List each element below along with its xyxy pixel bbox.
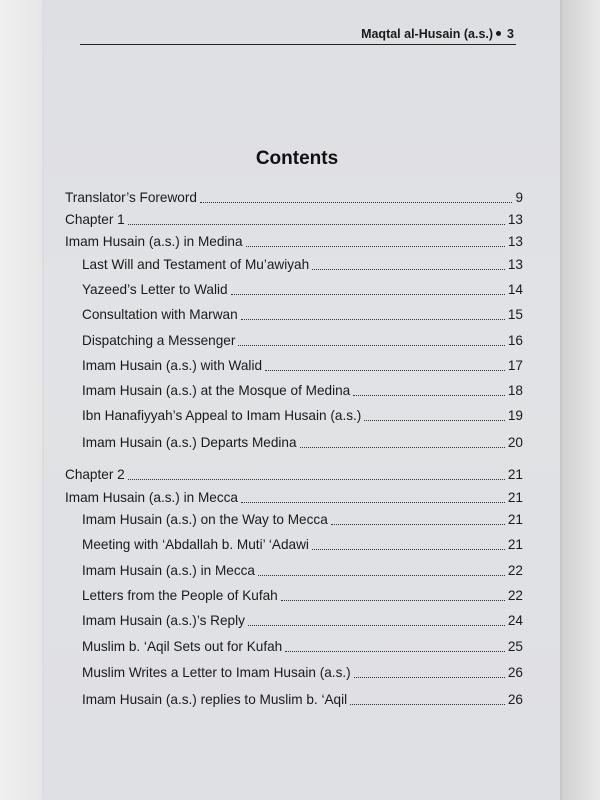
toc-entry-page: 21 — [507, 467, 523, 482]
toc-entry-label: Imam Husain (a.s.) in Medina — [65, 234, 243, 249]
toc-dot-leader — [258, 575, 505, 576]
toc-entry — [82, 663, 523, 683]
toc-dot-leader — [331, 524, 505, 525]
toc-entry-page: 13 — [507, 234, 523, 249]
page-number: 3 — [507, 27, 514, 41]
toc-entry — [82, 637, 523, 657]
toc-entry — [82, 280, 523, 300]
toc-entry-label: Muslim b. ‘Aqil Sets out for Kufah — [82, 639, 283, 654]
toc-dot-leader — [128, 479, 505, 480]
header-rule — [80, 44, 516, 45]
toc-entry — [82, 690, 523, 710]
toc-entry — [65, 210, 523, 230]
toc-entry — [82, 255, 523, 275]
running-head-title: Maqtal al-Husain (a.s.) — [361, 27, 494, 41]
toc-title: Contents — [255, 148, 339, 169]
toc-entry-page: 24 — [507, 613, 523, 628]
toc-entry-page: 14 — [507, 282, 523, 297]
toc-entry — [82, 535, 523, 555]
toc-entry — [82, 331, 523, 351]
toc-dot-leader — [312, 269, 505, 270]
toc-entry-label: Imam Husain (a.s.) Departs Medina — [82, 435, 297, 450]
toc-entry — [82, 305, 523, 325]
toc-entry-page: 18 — [507, 383, 523, 398]
toc-entry — [82, 611, 523, 631]
toc-entry-label: Last Will and Testament of Mu’awiyah — [82, 257, 310, 272]
toc-dot-leader — [248, 625, 505, 626]
book-page — [44, 0, 560, 800]
toc-entry-label: Imam Husain (a.s.) in Mecca — [65, 490, 238, 505]
toc-entry-page: 20 — [507, 435, 523, 450]
toc-entry-label: Dispatching a Messenger — [82, 333, 236, 348]
background-right — [560, 0, 600, 800]
toc-entry — [82, 586, 523, 606]
toc-dot-leader — [281, 600, 505, 601]
toc-entry — [82, 510, 523, 530]
toc-entry-page: 22 — [507, 588, 523, 603]
toc-entry-page: 21 — [507, 512, 523, 527]
toc-entry — [82, 356, 523, 376]
toc-dot-leader — [312, 549, 505, 550]
toc-entry-label: Chapter 1 — [65, 212, 125, 227]
toc-entry-label: Muslim Writes a Letter to Imam Husain (a.s.) — [82, 665, 351, 680]
bullet-icon — [496, 31, 501, 36]
toc-entry-label: Letters from the People of Kufah — [82, 588, 278, 603]
toc-entry-page: 22 — [507, 563, 523, 578]
toc-dot-leader — [300, 447, 505, 448]
toc-entry-label: Imam Husain (a.s.)’s Reply — [82, 613, 245, 628]
toc-entry-label: Imam Husain (a.s.) on the Way to Mecca — [82, 512, 328, 527]
toc-entry — [82, 561, 523, 581]
toc-dot-leader — [350, 704, 505, 705]
toc-dot-leader — [231, 294, 505, 295]
toc-dot-leader — [353, 395, 505, 396]
running-head — [361, 27, 514, 41]
toc-dot-leader — [364, 420, 505, 421]
toc-dot-leader — [265, 370, 505, 371]
toc-entry — [65, 488, 523, 508]
toc-dot-leader — [200, 202, 512, 203]
toc-dot-leader — [285, 651, 505, 652]
toc-entry-label: Imam Husain (a.s.) with Walid — [82, 358, 263, 373]
toc-dot-leader — [246, 246, 505, 247]
toc-entry-page: 17 — [507, 358, 523, 373]
toc-entry-label: Yazeed’s Letter to Walid — [82, 282, 228, 297]
toc-entry-label: Ibn Hanafiyyah’s Appeal to Imam Husain (a.s.) — [82, 408, 362, 423]
toc-entry-page: 16 — [507, 333, 523, 348]
toc-dot-leader — [241, 319, 505, 320]
toc-entry-label: Imam Husain (a.s.) at the Mosque of Medina — [82, 383, 351, 398]
toc-entry-label: Chapter 2 — [65, 467, 125, 482]
toc-entry-page: 13 — [507, 257, 523, 272]
toc-entry — [82, 381, 523, 401]
toc-entry — [65, 232, 523, 252]
toc-entry-label: Imam Husain (a.s.) replies to Muslim b. ‘Aqil — [82, 692, 348, 707]
toc-entry — [65, 465, 523, 485]
toc-entry-page: 26 — [507, 692, 523, 707]
toc-entry-page: 21 — [507, 537, 523, 552]
toc-entry-label: Meeting with ‘Abdallah b. Muti’ ‘Adawi — [82, 537, 309, 552]
toc-entry-page: 25 — [507, 639, 523, 654]
toc-entry-label: Translator’s Foreword — [65, 190, 197, 205]
background-left — [0, 0, 44, 800]
toc-entry-page: 19 — [507, 408, 523, 423]
toc-entry — [82, 406, 523, 426]
toc-entry-page: 21 — [507, 490, 523, 505]
toc-entry-page: 13 — [507, 212, 523, 227]
toc-entry-page: 15 — [507, 307, 523, 322]
toc-entry-label: Imam Husain (a.s.) in Mecca — [82, 563, 255, 578]
toc-entry-label: Consultation with Marwan — [82, 307, 238, 322]
toc-entry — [82, 433, 523, 453]
toc-dot-leader — [238, 345, 504, 346]
toc-entry-page: 9 — [515, 190, 523, 205]
toc-entry-page: 26 — [507, 665, 523, 680]
toc-dot-leader — [241, 502, 505, 503]
toc-dot-leader — [354, 677, 505, 678]
toc-entry — [65, 188, 523, 208]
toc-dot-leader — [128, 224, 505, 225]
